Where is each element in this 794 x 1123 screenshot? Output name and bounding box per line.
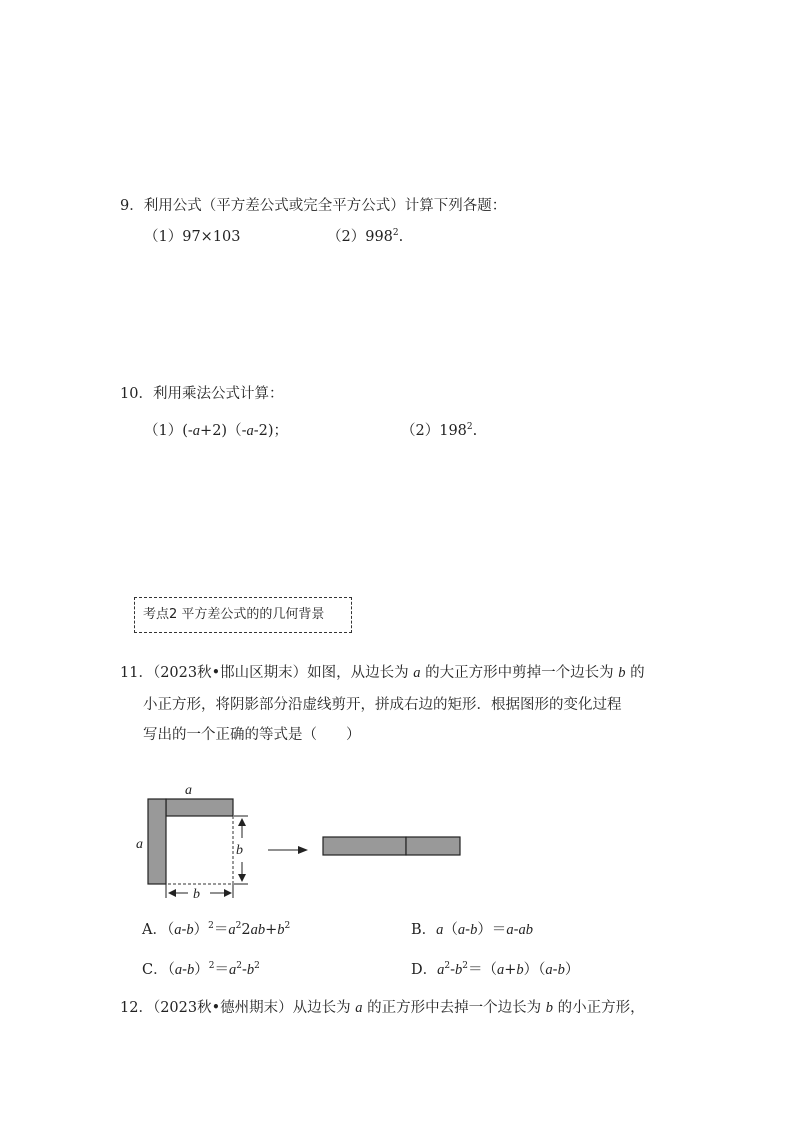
- q10-stem: 10．利用乘法公式计算：: [120, 386, 284, 402]
- label-bottom-b: b: [193, 887, 200, 900]
- shaded-top-strip: [166, 799, 233, 816]
- q12-line1: 12．（2023秋•德州期末）从边长为 a 的正方形中去掉一个边长为 b 的小正方形，: [120, 1000, 645, 1016]
- label-top-a: a: [185, 783, 192, 798]
- q10-part2: $(2)198^2$.: [401, 422, 478, 439]
- q11-line3: 写出的一个正确的等式是（ ）: [143, 727, 361, 743]
- option-a[interactable]: A．$(a-b)^2=a^22ab+b^2$: [142, 921, 291, 938]
- option-d[interactable]: D．$a^2-b^2=(a+b)(a-b)$: [411, 961, 580, 978]
- q11-line1: 11．（2023秋•邯山区期末）如图，从边长为 a 的大正方形中剪掉一个边长为 b 的: [120, 665, 645, 681]
- label-right-b: b: [236, 843, 243, 858]
- shaded-left-strip: [148, 799, 166, 884]
- label-left-a: a: [136, 837, 143, 852]
- dashed-cut-lines: [166, 816, 233, 884]
- q10-part1: （1）(-a+2)（-a-2)；: [144, 423, 289, 439]
- q9-stem: 9．利用公式（平方差公式或完全平方公式）计算下列各题：: [120, 198, 507, 214]
- q9-part2: $(2)998^2$.: [327, 228, 404, 245]
- q11-line2: 小正方形，将阴影部分沿虚线剪开，拼成右边的矩形．根据图形的变化过程: [143, 697, 622, 713]
- kaodian-box: 考点2 平方差公式的的几何背景: [134, 597, 352, 633]
- result-rectangle-left: [323, 837, 406, 855]
- q11-figure: [130, 780, 470, 900]
- option-b[interactable]: B．a（a-b）＝a-ab: [411, 922, 533, 938]
- result-rectangle-right: [406, 837, 460, 855]
- option-c[interactable]: C．$(a-b)^2=a^2-b^2$: [142, 961, 260, 978]
- q9-part1: （1）97×103: [144, 229, 241, 245]
